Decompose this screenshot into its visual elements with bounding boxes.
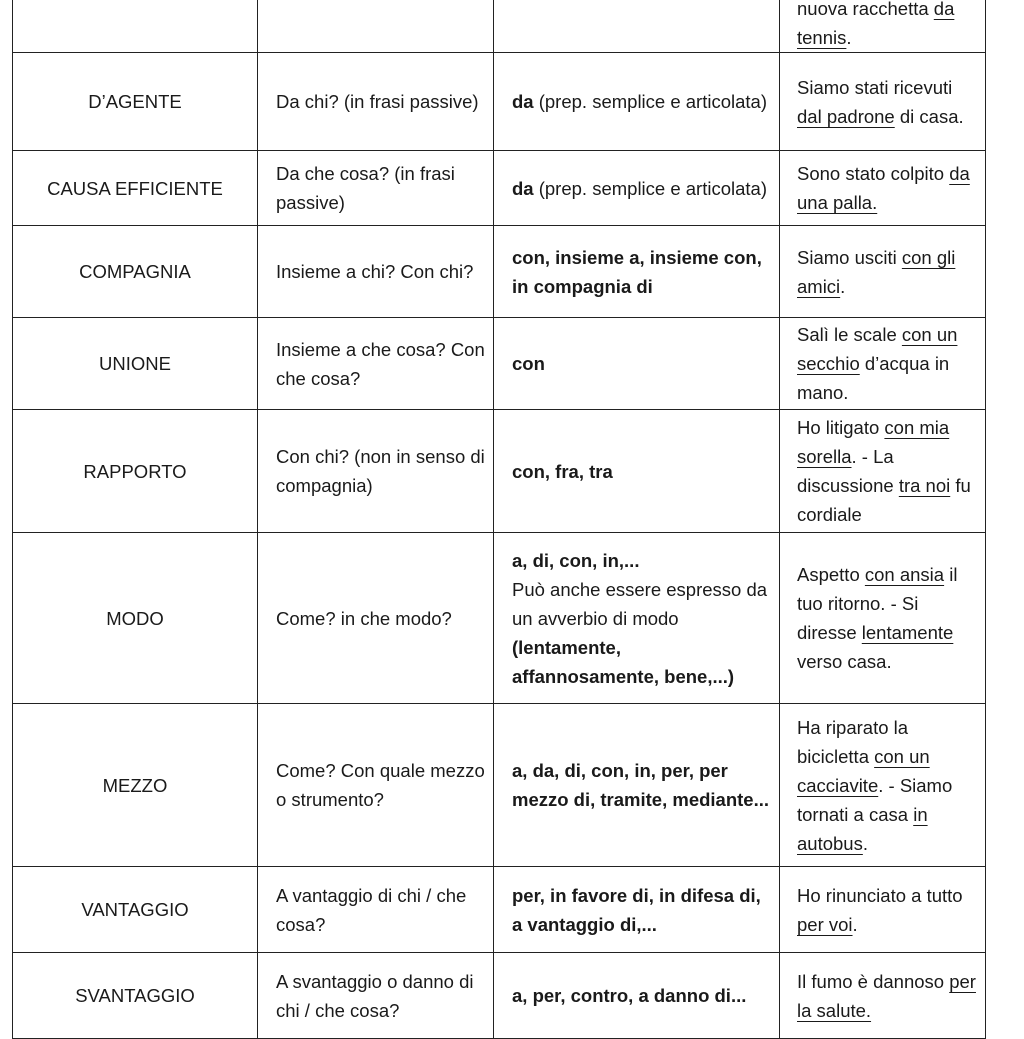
preposizioni-bold: da — [512, 177, 534, 199]
esempio-text: . — [852, 913, 858, 935]
esempio-cell — [780, 704, 986, 867]
table-row — [13, 953, 986, 1039]
complemento-name — [13, 0, 258, 53]
preposizioni-cell — [494, 867, 780, 953]
complemento-name: SVANTAGGIO — [13, 953, 258, 1039]
domanda-cell: Con chi? (non in senso di compagnia) — [258, 410, 494, 533]
esempio-complemento: con gli amici — [797, 246, 956, 297]
table-row — [13, 226, 986, 318]
esempio-cell — [780, 953, 986, 1039]
esempio-complemento: tennis — [797, 26, 847, 48]
complemento-name: CAUSA EFFICIENTE — [13, 151, 258, 226]
preposizioni-bold: da — [512, 91, 534, 112]
esempio-text: Aspetto — [797, 564, 865, 585]
table-row — [13, 867, 986, 953]
esempio-complemento: con ansia — [864, 564, 945, 585]
esempio-text: verso casa. — [797, 651, 892, 672]
preposizioni-cell — [494, 151, 780, 226]
esempio-complemento: dal padrone — [797, 105, 895, 127]
esempio-text: Sono stato colpito — [797, 163, 950, 184]
esempio-text: Ha riparato la bicicletta — [797, 716, 909, 767]
complementi-table — [12, 0, 986, 1039]
esempio-text: nuova racchetta — [797, 0, 934, 19]
preposizioni-bold: a, da, di, con, in, per, per mezzo di, tramite, mediante... — [512, 760, 770, 810]
preposizioni-cell — [494, 953, 780, 1039]
domanda-cell: A vantaggio di chi / che cosa? — [258, 867, 494, 953]
domanda-cell: Da chi? (in frasi passive) — [258, 53, 494, 151]
table-row — [13, 410, 986, 533]
complemento-name: UNIONE — [13, 318, 258, 410]
esempio-cell — [780, 151, 986, 226]
esempio-text: . — [862, 832, 868, 854]
domanda-cell — [258, 0, 494, 53]
esempio-text: Ho rinunciato a tutto — [797, 884, 963, 906]
complemento-name: D’AGENTE — [13, 53, 258, 151]
esempio-text: il tuo ritorno. - Si diresse — [797, 564, 958, 643]
esempio-cell — [780, 53, 986, 151]
complemento-name: MODO — [13, 533, 258, 704]
preposizioni-cell — [494, 0, 780, 53]
esempio-text: Il fumo è dannoso — [797, 970, 950, 992]
esempio-text: . - Siamo tornati a casa — [797, 774, 953, 825]
preposizioni-cell — [494, 318, 780, 410]
domanda-cell: Come? Con quale mezzo o strumento? — [258, 704, 494, 867]
esempio-complemento: con un secchio — [797, 324, 958, 374]
esempio-complemento: con mia sorella — [797, 417, 950, 467]
esempio-cell — [780, 410, 986, 533]
esempio-text: Salì le scale — [797, 324, 902, 345]
esempio-text: di casa. — [894, 105, 964, 127]
preposizioni-bold: (lentamente, affannosamente, bene,...) — [512, 636, 735, 687]
table-row — [13, 318, 986, 410]
domanda-cell: Da che cosa? (in frasi passive) — [258, 151, 494, 226]
esempio-text: Siamo usciti — [797, 246, 902, 268]
preposizioni-cell — [494, 53, 780, 151]
esempio-complemento: con un cacciavite — [797, 745, 930, 796]
esempio-text: . — [840, 275, 846, 297]
esempio-complemento: tra noi — [898, 475, 951, 496]
complemento-name: RAPPORTO — [13, 410, 258, 533]
preposizioni-text: (prep. semplice e articolata) — [533, 177, 767, 199]
preposizioni-text: Può anche essere espresso da un avverbio di modo — [512, 578, 768, 629]
complemento-name: MEZZO — [13, 704, 258, 867]
preposizioni-bold: a, di, con, in,... — [512, 549, 640, 571]
table-row — [13, 53, 986, 151]
complemento-name: VANTAGGIO — [13, 867, 258, 953]
esempio-complemento: in autobus — [797, 803, 928, 854]
esempio-complemento: per voi — [797, 913, 853, 935]
esempio-complemento: da una palla. — [797, 163, 970, 213]
preposizioni-cell — [494, 410, 780, 533]
esempio-text: . — [846, 26, 852, 48]
esempio-text: Ho litigato — [797, 417, 885, 438]
esempio-cell — [780, 0, 986, 53]
esempio-cell — [780, 867, 986, 953]
domanda-cell: A svantaggio o danno di chi / che cosa? — [258, 953, 494, 1039]
preposizioni-cell — [494, 226, 780, 318]
esempio-cell — [780, 318, 986, 410]
domanda-cell: Come? in che modo? — [258, 533, 494, 704]
table-row — [13, 533, 986, 704]
preposizioni-bold: a, per, contro, a danno di... — [512, 985, 747, 1006]
table-body — [13, 0, 986, 1039]
esempio-complemento: da — [933, 0, 955, 19]
preposizioni-bold: per, in favore di, in difesa di, a vantaggio di,... — [512, 884, 761, 935]
complemento-name: COMPAGNIA — [13, 226, 258, 318]
esempio-text: . - La discussione — [797, 446, 899, 496]
preposizioni-cell — [494, 533, 780, 704]
domanda-cell: Insieme a chi? Con chi? — [258, 226, 494, 318]
domanda-cell: Insieme a che cosa? Con che cosa? — [258, 318, 494, 410]
preposizioni-text: (prep. semplice e articolata) — [533, 91, 767, 112]
esempio-complemento: lentamente — [861, 622, 954, 643]
esempio-text: d’acqua in mano. — [797, 353, 950, 403]
table-row — [13, 151, 986, 226]
table-row — [13, 0, 986, 53]
esempio-text: fu cordiale — [797, 475, 971, 525]
preposizioni-bold: con, fra, tra — [512, 460, 613, 482]
preposizioni-bold: con — [512, 353, 545, 374]
esempio-cell — [780, 533, 986, 704]
preposizioni-bold: con, insieme a, insieme con, in compagnia di — [512, 246, 762, 297]
preposizioni-cell — [494, 704, 780, 867]
table-row — [13, 704, 986, 867]
esempio-cell — [780, 226, 986, 318]
esempio-text: Siamo stati ricevuti — [797, 76, 953, 98]
esempio-complemento: per la salute. — [797, 970, 976, 1021]
